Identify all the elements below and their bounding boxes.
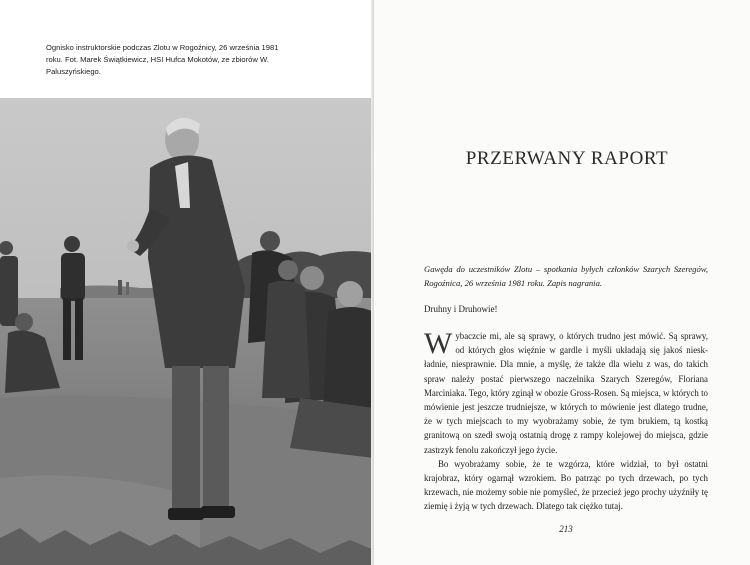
archival-photograph (0, 98, 374, 565)
chapter-title: PRZERWANY RAPORT (465, 148, 669, 169)
drop-cap: W (424, 327, 453, 360)
chapter-intro: Gawęda do uczestników Zlotu – spotkania byłych członków Szarych Szeregów, Rogoźnica, 26 września 1981 roku. Zapis nagrania. (424, 264, 708, 288)
paragraph-2: Bo wyobrażamy sobie, że te wzgórza, które widział, to był ostatni krajobraz, który ogarnął wzrokiem. Bo patrząc po tych drzewach, po tych krzewach, nie możemy sobie nie pomyśleć, że przecież jego prochy użyźniły tę ziemię i żyją w tych drzewach. Dlatego tak ciężko tutaj. (424, 458, 708, 512)
paragraph-1-text: ybaczcie mi, ale są sprawy, o których trudno jest mówić. Są sprawy, od których głos więźnie w gardle i myśli układają się jakoś nieskładnie, niesprawnie. Dla mnie, a myślę, że także dla wielu z was, do takich spraw należy postać pierwszego naczelnika Szarych Szeregów, Floriana Marciniaka. Tego, który zginął w obozie Gross-Rosen. Są miejsca, w których to mówienie jest jeszcze trudniejsze, w których to mówienie jest dlatego trudne, że w tych miejscach to my wyobrażamy sobie, że tym brukiem, tą kostką granitową on szedł swoją ostatnią drogę z rampy kolejowej do miejsca, gdzie zastrzyk fenolu zakończył jego życie. (424, 331, 708, 455)
greeting: Druhny i Druhowie! (424, 304, 498, 314)
page-number: 213 (559, 524, 573, 534)
body-text (424, 329, 708, 514)
paragraph-1 (424, 329, 708, 457)
photo-caption: Ognisko instruktorskie podczas Zlotu w Rogoźnicy, 26 września 1981 roku. Fot. Marek Świątkiewicz, HSI Hufca Mokotów, ze zbiorów W. Paluszyńskiego. (46, 43, 279, 76)
left-page (0, 0, 374, 565)
